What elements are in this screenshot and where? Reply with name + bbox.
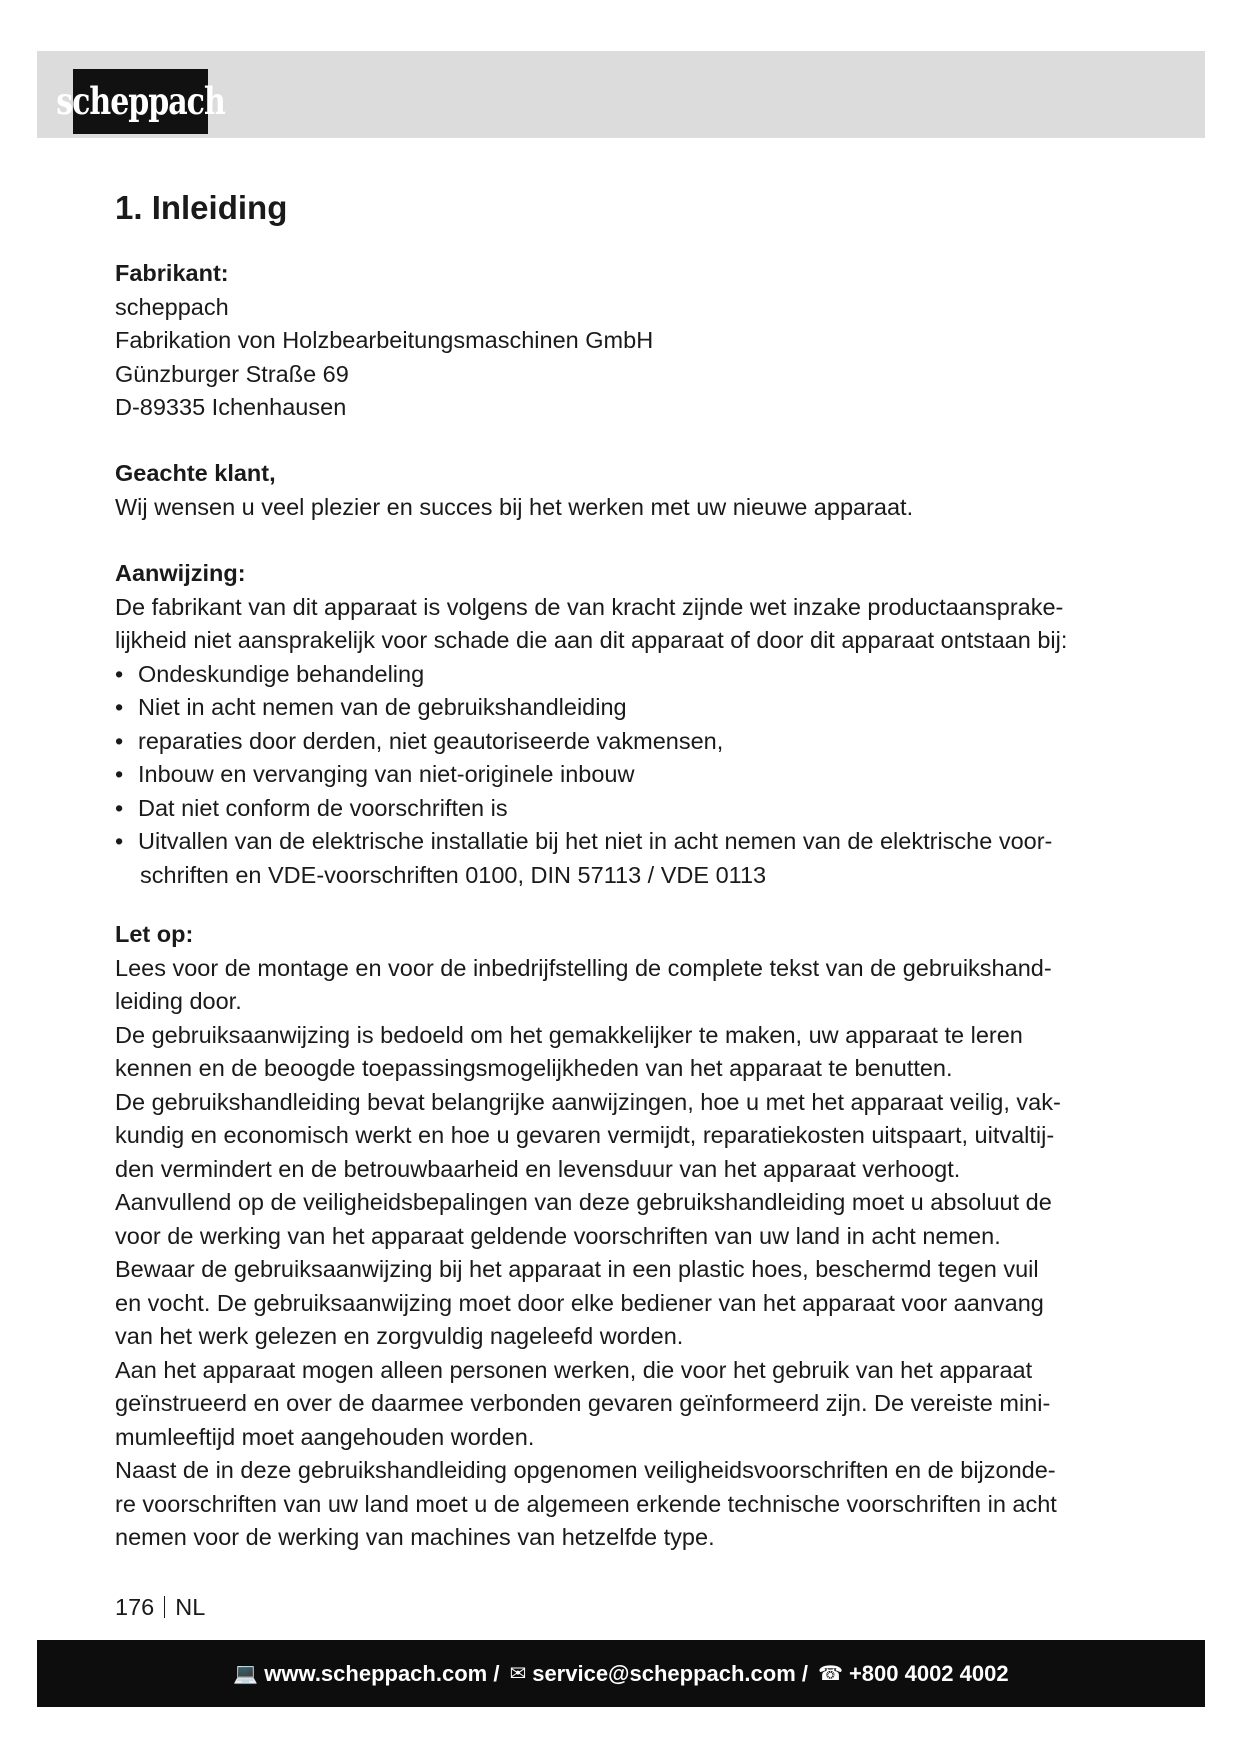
notice-block <box>115 557 1135 892</box>
computer-icon: 💻 <box>233 1663 259 1685</box>
attention-line: Naast de in deze gebruikshandleiding opgenomen veiligheidsvoorschriften en de bijzonde- <box>115 1457 1056 1483</box>
page-footer-divider <box>164 1596 165 1618</box>
bullet-item: • Uitvallen van de elektrische installatie bij het niet in acht nemen van de elektrische voor- schriften en VDE-voorschriften 0100, DIN 57113 / VDE 0113 <box>115 825 1135 892</box>
manufacturer-line: Fabrikation von Holzbearbeitungsmaschinen GmbH <box>115 327 654 353</box>
phone-number[interactable]: +800 4002 4002 <box>848 1660 1009 1686</box>
page-number: 176 <box>115 1594 155 1620</box>
bullet-item: • Ondeskundige behandeling <box>115 658 1135 692</box>
attention-line: leiding door. <box>115 988 242 1014</box>
attention-line: De gebruiksaanwijzing is bedoeld om het gemakkelijker te maken, uw apparaat te leren <box>115 1021 1023 1048</box>
attention-line: re voorschriften van uw land moet u de algemeen erkende technische voorschriften in acht <box>115 1490 1057 1517</box>
email-link[interactable]: service@scheppach.com / <box>532 1660 809 1686</box>
attention-line: mumleeftijd moet aangehouden worden. <box>115 1423 535 1450</box>
bullet-icon: • <box>115 660 124 687</box>
page-footer <box>115 1592 205 1622</box>
notice-line: lijkheid niet aansprakelijk voor schade die aan dit apparaat of door dit apparaat ontstaan bij: <box>115 627 1068 653</box>
manufacturer-line: Günzburger Straße 69 <box>115 360 349 387</box>
bullet-icon: • <box>115 694 124 720</box>
bullet-item: • Dat niet conform de voorschriften is <box>115 792 1135 826</box>
phone-icon: ☎ <box>818 1663 843 1685</box>
bullet-item: • reparaties door derden, niet geautoriseerde vakmensen, <box>115 725 1135 759</box>
website-link[interactable]: www.scheppach.com / <box>264 1660 500 1686</box>
greeting-text: Wij wensen u veel plezier en succes bij het werken met uw nieuwe apparaat. <box>115 493 914 520</box>
attention-line: Lees voor de montage en voor de inbedrijfstelling de complete tekst van de gebruikshand- <box>115 954 1052 981</box>
attention-line: Aan het apparaat mogen alleen personen werken, die voor het gebruik van het apparaat <box>115 1356 1033 1383</box>
bullet-icon: • <box>115 828 124 854</box>
attention-heading: Let op: <box>115 921 194 947</box>
attention-line: Aanvullend op de veiligheidsbepalingen van deze gebruikshandleiding moet u absoluut de <box>115 1189 1052 1215</box>
notice-bullet-list <box>115 658 1135 893</box>
manufacturer-heading: Fabrikant: <box>115 260 229 286</box>
bullet-item: • Niet in acht nemen van de gebruikshandleiding <box>115 691 1135 725</box>
notice-line: De fabrikant van dit apparaat is volgens de van kracht zijnde wet inzake productaansprake- <box>115 593 1064 620</box>
attention-line: den vermindert en de betrouwbaarheid en levensduur van het apparaat verhoogt. <box>115 1155 961 1182</box>
greeting-block <box>115 457 1135 524</box>
manufacturer-line: scheppach <box>115 293 229 320</box>
attention-line: kennen en de beoogde toepassingsmogelijkheden van het apparaat te benutten. <box>115 1055 953 1081</box>
notice-heading: Aanwijzing: <box>115 560 246 586</box>
attention-line: kundig en economisch werkt en hoe u gevaren vermijdt, reparatiekosten uitspaart, uitvaltij- <box>115 1122 1055 1148</box>
attention-line: De gebruikshandleiding bevat belangrijke aanwijzingen, hoe u met het apparaat veilig, vak- <box>115 1088 1061 1115</box>
section-title: 1. Inleiding <box>115 189 288 226</box>
bullet-icon: • <box>115 727 124 754</box>
manufacturer-line: D-89335 Ichenhausen <box>115 394 347 420</box>
greeting-heading: Geachte klant, <box>115 460 276 486</box>
bullet-icon: • <box>115 794 124 821</box>
attention-line: van het werk gelezen en zorgvuldig nageleefd worden. <box>115 1323 684 1349</box>
email-icon: ✉ <box>509 1663 527 1685</box>
footer-band <box>37 1640 1205 1707</box>
attention-line: nemen voor de werking van machines van hetzelfde type. <box>115 1524 715 1550</box>
attention-line: en vocht. De gebruiksaanwijzing moet door elke bediener van het apparaat voor aanvang <box>115 1289 1044 1316</box>
attention-line: voor de werking van het apparaat geldende voorschriften van uw land in acht nemen. <box>115 1222 1001 1249</box>
attention-block <box>115 918 1135 1555</box>
attention-line: geïnstrueerd en over de daarmee verbonden gevaren geïnformeerd zijn. De vereiste mini- <box>115 1390 1051 1416</box>
attention-line: Bewaar de gebruiksaanwijzing bij het apparaat in een plastic hoes, beschermd tegen vuil <box>115 1256 1039 1282</box>
bullet-icon: • <box>115 761 124 787</box>
bullet-item: • Inbouw en vervanging van niet-originele inbouw <box>115 758 1135 792</box>
manufacturer-block <box>115 257 1135 425</box>
page-language: NL <box>175 1594 206 1620</box>
scheppach-logo: scheppach <box>73 69 208 134</box>
